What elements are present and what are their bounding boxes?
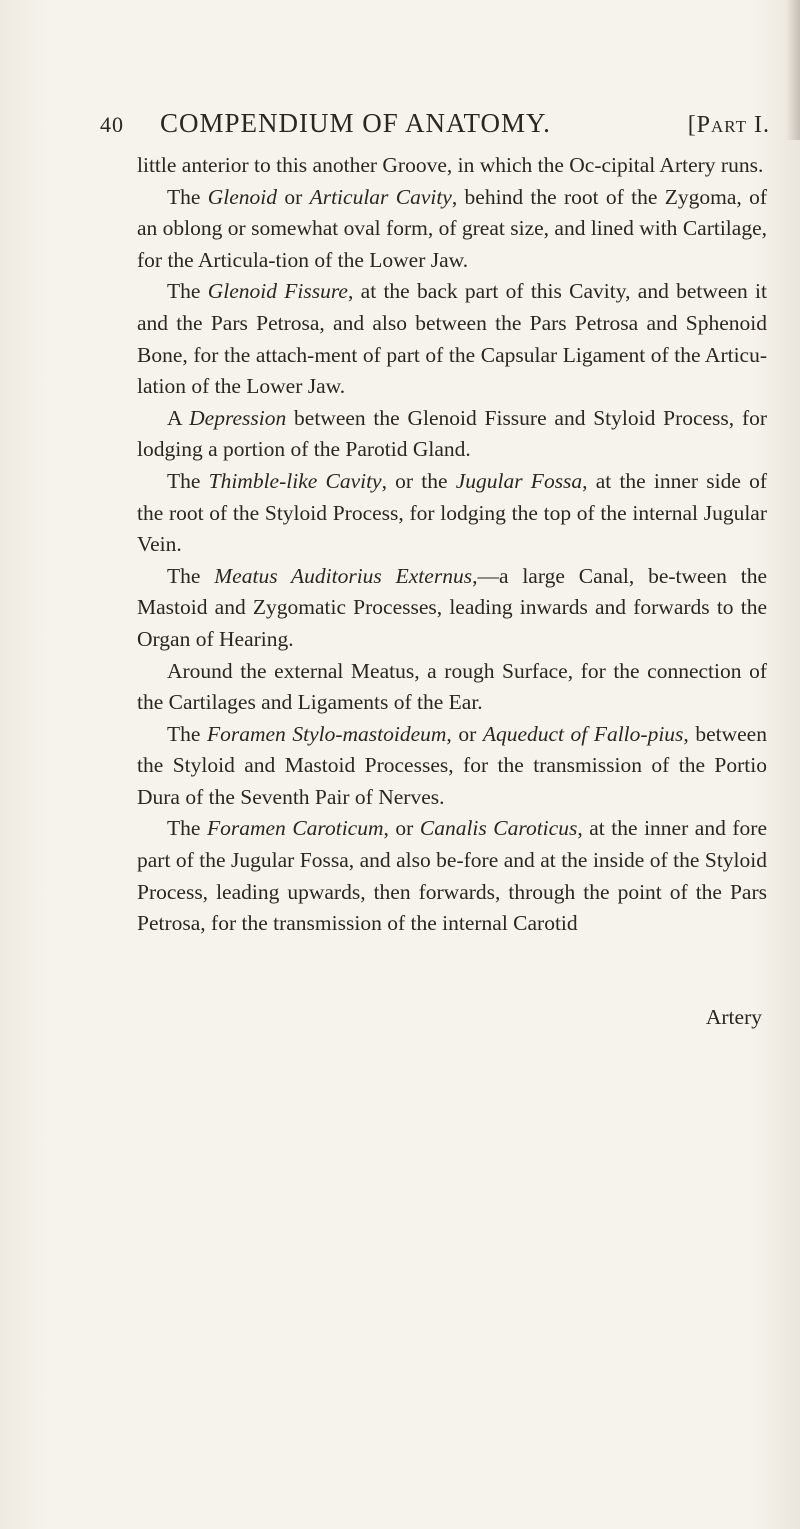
italic-term: Depression <box>189 405 287 430</box>
running-head <box>100 108 770 139</box>
italic-term: Aqueduct of Fallo-pius <box>482 721 684 746</box>
paragraph: The Foramen Stylo-mastoideum, or Aqueduct of Fallo-pius, between the Styloid and Mastoid Processes, for the transmission of the Portio Dura of the Seventh Pair of Nerves. <box>137 721 767 809</box>
paragraph: Around the external Meatus, a rough Surface, for the connection of the Cartilages and Ligaments of the Ear. <box>137 658 767 715</box>
running-title: COMPENDIUM OF ANATOMY. <box>160 108 551 138</box>
part-label: [Part I. <box>687 112 770 138</box>
paragraph: The Glenoid Fissure, at the back part of this Cavity, and between it and the Pars Petrosa, and also between the Pars Petrosa and Sphenoid Bone, for the attach-ment of part of the Capsular Ligament of the Articu-lation of the Lower Jaw. <box>137 279 767 399</box>
italic-term: Foramen Stylo-mastoideum <box>206 721 447 746</box>
paragraph: The Meatus Auditorius Externus,—a large Canal, be-tween the Mastoid and Zygomatic Processes, leading inwards and forwards to the Organ of Hearing. <box>137 563 767 651</box>
paragraph: A Depression between the Glenoid Fissure and Styloid Process, for lodging a portion of the Parotid Gland. <box>137 405 768 462</box>
italic-term: Jugular Fossa <box>455 468 583 493</box>
italic-term: Glenoid Fissure <box>207 279 348 304</box>
page-number: 40 <box>100 112 124 137</box>
italic-term: Canalis Caroticus <box>419 816 578 841</box>
italic-term: Articular Cavity <box>309 184 452 209</box>
page-edge-shadow <box>786 0 800 140</box>
paragraph: The Glenoid or Articular Cavity, behind the root of the Zygoma, of an oblong or somewhat oval form, of great size, and lined with Cartilage, for the Articula-tion of the Lower Jaw. <box>137 184 767 272</box>
body-text <box>137 150 767 940</box>
paragraph: little anterior to this another Groove, in which the Oc-cipital Artery runs. <box>137 153 764 177</box>
italic-term: Thimble-like Cavity <box>208 468 382 493</box>
paragraph: The Foramen Caroticum, or Canalis Caroticus, at the inner and fore part of the Jugular Fossa, and also be-fore and at the inside of the Styloid Process, leading upwards, then forwards, through the point of the Pars Petrosa, for the transmission of the internal Carotid <box>137 816 767 936</box>
italic-term: Glenoid <box>207 184 278 209</box>
paragraph: The Thimble-like Cavity, or the Jugular Fossa, at the inner side of the root of the Styloid Process, for lodging the top of the internal Jugular Vein. <box>137 468 767 557</box>
italic-term: Foramen Caroticum <box>206 816 384 841</box>
catchword: Artery <box>705 1005 762 1029</box>
italic-term: Meatus Auditorius Externus <box>214 563 473 588</box>
